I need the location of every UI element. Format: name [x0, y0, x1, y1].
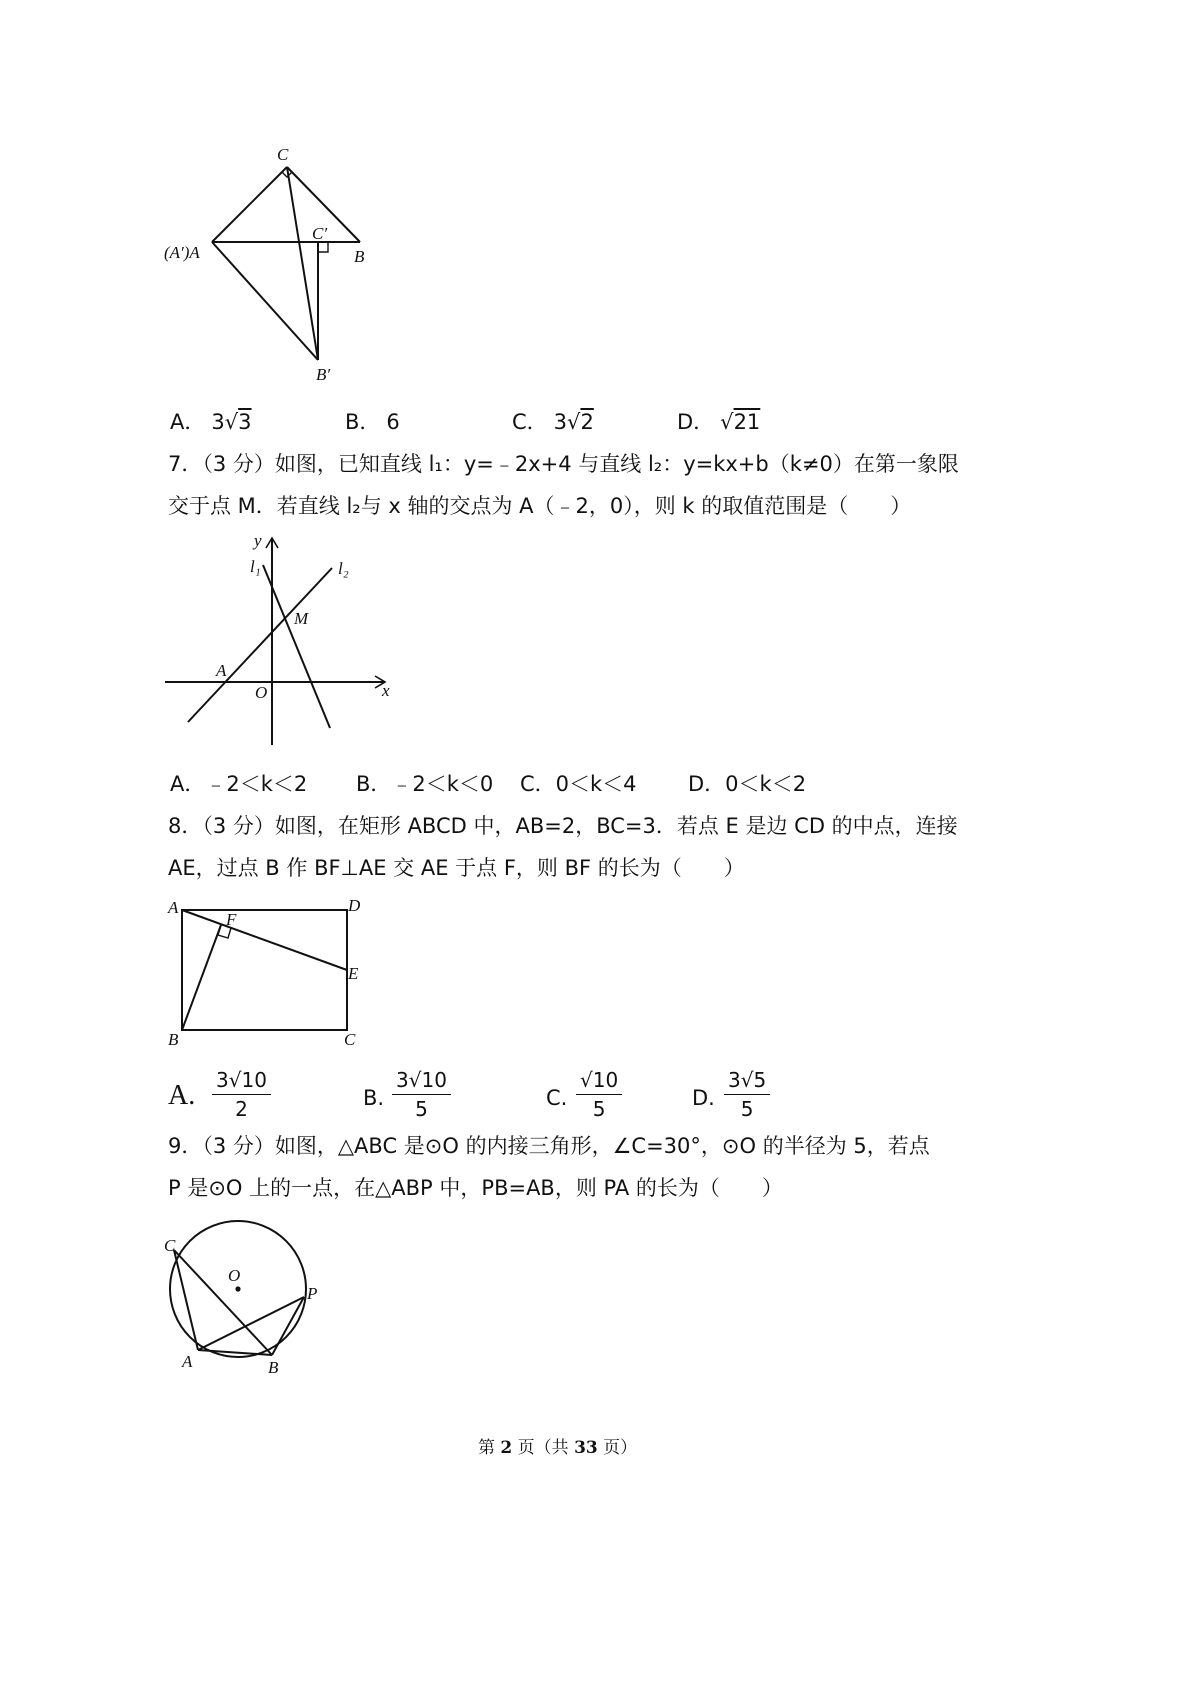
q8-label-c: C [344, 1030, 356, 1049]
q9-label-o: O [228, 1266, 241, 1285]
q7-label-x: x [382, 681, 390, 700]
q7-label-m: M [294, 609, 309, 628]
q9-label-a: A [182, 1352, 193, 1371]
q8-option-b-fraction: $\frac{3√10}{5}$ [392, 1068, 451, 1121]
q8-option-d-fraction: $\frac{3√5}{5}$ [724, 1068, 770, 1121]
q9-stem-line2: P 是⊙O 上的一点，在△ABP 中，PB=AB，则 PA 的长为（ ） [168, 1176, 783, 1200]
q6-option-b: B． 6 [345, 410, 400, 434]
q7-figure [160, 530, 410, 750]
q9-stem-line1: 9．（3 分）如图，△ABC 是⊙O 的内接三角形，∠C=30°，⊙O 的半径为 5，若点 [168, 1134, 930, 1158]
q6-label-bp: B′ [316, 365, 331, 384]
q7-option-c: C．0＜k＜4 [520, 772, 637, 796]
q7-label-a: A [216, 661, 227, 680]
q7-stem-line1: 7．（3 分）如图，已知直线 l₁：y=﹣2x+4 与直线 l₂：y=kx+b（k≠0）在第一象限 [168, 452, 959, 476]
q6-option-c: C． 3√2 [512, 410, 594, 434]
page-footer: 第 2 页（共 33 页） [478, 1438, 638, 1458]
q6-label-b: B [354, 247, 365, 266]
q7-label-l2: l₂ [338, 559, 349, 578]
q8-option-a-fraction: $\frac{3√10}{2}$ [212, 1068, 271, 1121]
q9-figure [160, 1215, 340, 1375]
q8-label-d: D [348, 896, 361, 915]
q7-option-b: B．﹣2＜k＜0 [356, 772, 494, 796]
q8-label-e: E [348, 964, 359, 983]
q7-stem-line2: 交于点 M．若直线 l₂与 x 轴的交点为 A（﹣2，0），则 k 的取值范围是（ ） [168, 494, 912, 518]
q7-label-y: y [254, 531, 262, 550]
q8-option-c-fraction: $\frac{√10}{5}$ [576, 1068, 622, 1121]
q8-stem-line2: AE，过点 B 作 BF⊥AE 交 AE 于点 F，则 BF 的长为（ ） [168, 856, 745, 880]
q7-option-a: A．﹣2＜k＜2 [170, 772, 308, 796]
q8-figure [160, 895, 380, 1055]
q7-option-d: D．0＜k＜2 [688, 772, 807, 796]
q9-label-c: C [164, 1236, 176, 1255]
q6-label-c: C [277, 145, 289, 164]
q6-label-a: (A′)A [164, 243, 200, 262]
q8-label-b: B [168, 1030, 179, 1049]
q6-figure [160, 140, 400, 390]
q8-option-c-letter: C. [546, 1086, 568, 1110]
q9-label-b: B [268, 1358, 279, 1375]
q8-label-a: A [168, 898, 179, 917]
q6-option-d: D． √21 [677, 410, 761, 434]
q8-option-a-letter: A. [168, 1080, 196, 1111]
q8-option-b-letter: B. [363, 1086, 385, 1110]
q8-option-d-letter: D. [692, 1086, 715, 1110]
q6-option-a: A． 3√3 [170, 410, 252, 434]
q7-label-l1: l₁ [250, 557, 261, 576]
q6-label-cp: C′ [312, 224, 328, 243]
q8-label-f: F [226, 910, 237, 929]
q9-label-p: P [307, 1284, 318, 1303]
q8-stem-line1: 8．（3 分）如图，在矩形 ABCD 中，AB=2，BC=3．若点 E 是边 CD 的中点，连接 [168, 814, 958, 838]
q7-label-o: O [255, 683, 268, 702]
